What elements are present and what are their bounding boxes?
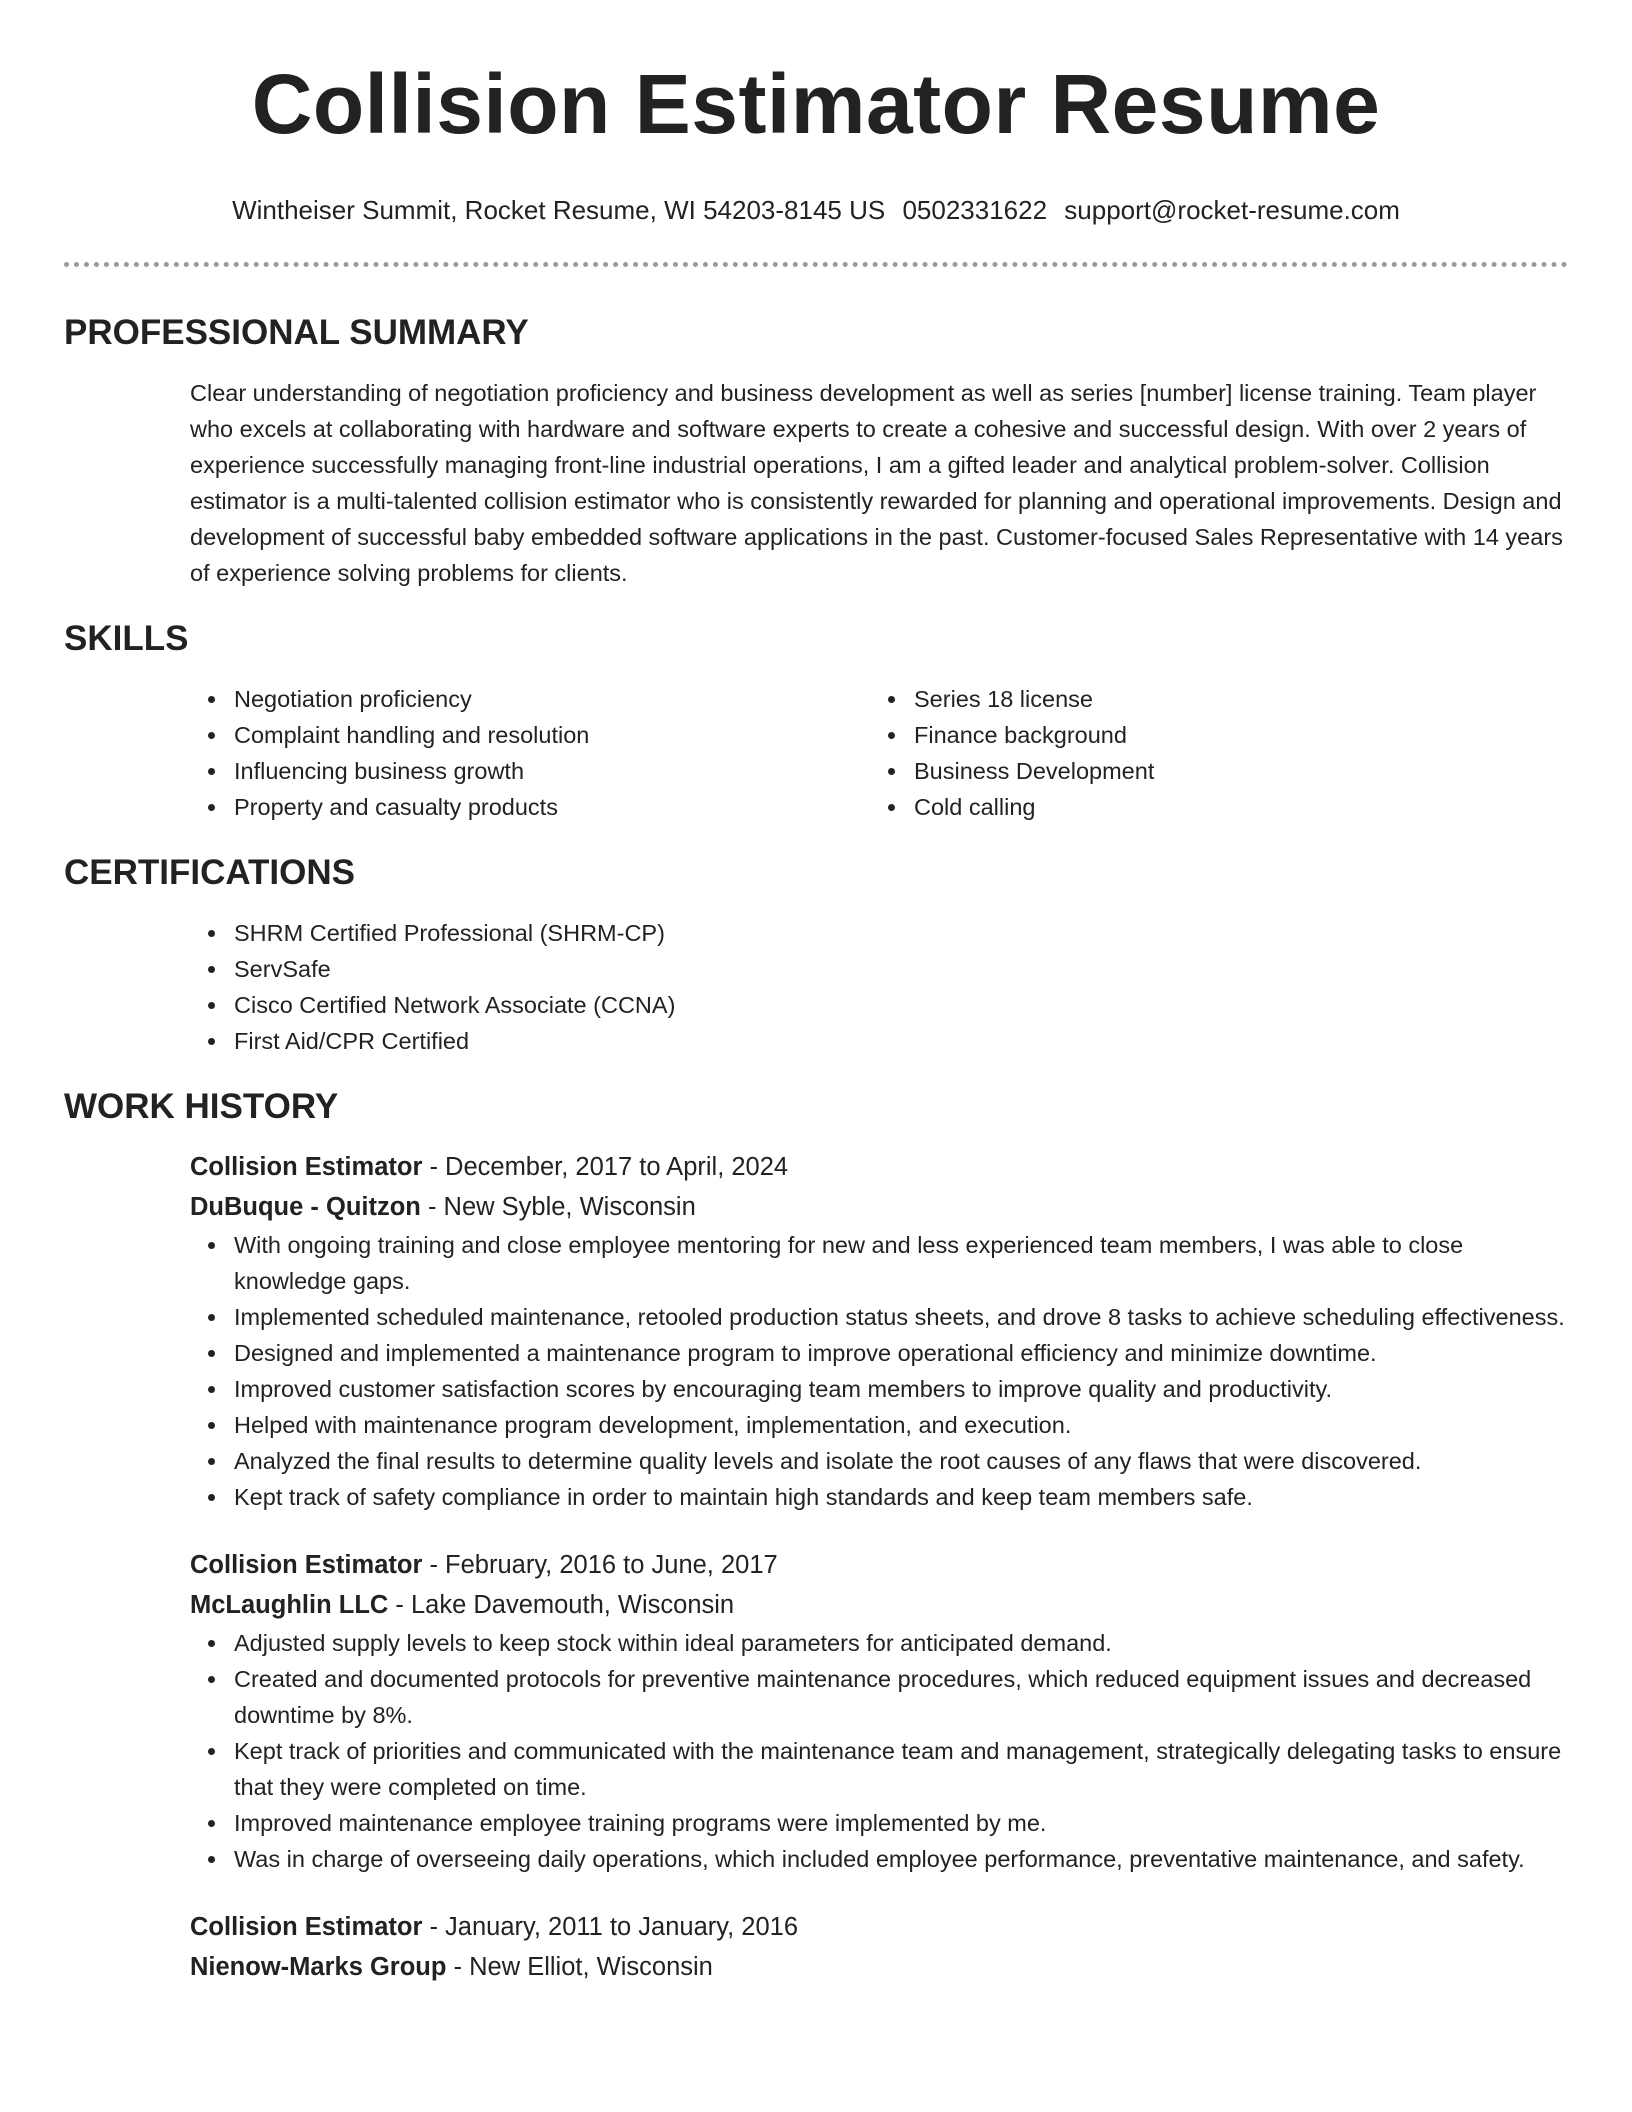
job-location: - New Syble, Wisconsin bbox=[420, 1193, 696, 1221]
skill-item: Series 18 license bbox=[914, 681, 1550, 717]
job-bullet: Helped with maintenance program development, implementation, and execution. bbox=[234, 1407, 1568, 1443]
certification-item: First Aid/CPR Certified bbox=[234, 1023, 1568, 1059]
contact-email: support@rocket-resume.com bbox=[1064, 195, 1400, 225]
job-bullet: Designed and implemented a maintenance program to improve operational efficiency and minimize downtime. bbox=[234, 1335, 1568, 1371]
skill-item: Influencing business growth bbox=[234, 753, 870, 789]
job-role: Collision Estimator bbox=[190, 1153, 423, 1181]
job-title-line bbox=[190, 1545, 1568, 1585]
work-history-heading: WORK HISTORY bbox=[64, 1087, 339, 1126]
job-dates: - December, 2017 to April, 2024 bbox=[422, 1153, 789, 1181]
skills-column-right bbox=[870, 681, 1550, 825]
job-location: - New Elliot, Wisconsin bbox=[446, 1953, 713, 1981]
skill-item: Property and casualty products bbox=[234, 789, 870, 825]
job-bullet: Kept track of safety compliance in order to maintain high standards and keep team members safe. bbox=[234, 1479, 1568, 1515]
job-entry bbox=[190, 1545, 1568, 1877]
summary-text: Clear understanding of negotiation proficiency and business development as well as series [number] license training. Team player who excels at collaborating with hardware and software experts to create a cohesive and successful design. With over 2 years of experience successfully managing front-line industrial operations, I am a gifted leader and analytical problem-solver. Collision estimator is a multi-talented collision estimator who is consistently rewarded for planning and operational improvements. Design and development of successful baby embedded software applications in the past. Customer-focused Sales Representative with 14 years of experience solving problems for clients. bbox=[190, 380, 1563, 586]
skills-heading: SKILLS bbox=[64, 619, 189, 658]
job-company-line bbox=[190, 1947, 1568, 1987]
job-title-line bbox=[190, 1907, 1568, 1947]
skill-item: Negotiation proficiency bbox=[234, 681, 870, 717]
certification-item: SHRM Certified Professional (SHRM-CP) bbox=[234, 915, 1568, 951]
certifications-heading: CERTIFICATIONS bbox=[64, 853, 356, 892]
job-bullet: Kept track of priorities and communicated with the maintenance team and management, strategically delegating tasks to ensure that they were completed on time. bbox=[234, 1733, 1568, 1805]
skill-item: Business Development bbox=[914, 753, 1550, 789]
job-bullet: Created and documented protocols for preventive maintenance procedures, which reduced equipment issues and decreased downtime by 8%. bbox=[234, 1661, 1568, 1733]
job-company: Nienow-Marks Group bbox=[190, 1953, 447, 1981]
job-company: McLaughlin LLC bbox=[190, 1591, 389, 1619]
job-entry bbox=[190, 1147, 1568, 1515]
job-bullet: Implemented scheduled maintenance, retooled production status sheets, and drove 8 tasks to achieve scheduling effectiveness. bbox=[234, 1299, 1568, 1335]
summary-section bbox=[64, 311, 1568, 591]
skill-item: Complaint handling and resolution bbox=[234, 717, 870, 753]
job-title-line bbox=[190, 1147, 1568, 1187]
summary-heading: PROFESSIONAL SUMMARY bbox=[64, 313, 529, 352]
work-history-section bbox=[64, 1085, 1568, 1987]
job-role: Collision Estimator bbox=[190, 1913, 423, 1941]
page-title: Collision Estimator Resume bbox=[251, 57, 1381, 151]
job-company-line bbox=[190, 1585, 1568, 1625]
job-location: - Lake Davemouth, Wisconsin bbox=[388, 1591, 735, 1619]
contact-phone: 0502331622 bbox=[902, 195, 1048, 225]
job-bullet: Was in charge of overseeing daily operations, which included employee performance, preventative maintenance, and safety. bbox=[234, 1841, 1568, 1877]
certification-item: Cisco Certified Network Associate (CCNA) bbox=[234, 987, 1568, 1023]
job-entry bbox=[190, 1907, 1568, 1987]
resume-header bbox=[64, 0, 1568, 226]
job-company-line bbox=[190, 1187, 1568, 1227]
certifications-section bbox=[64, 851, 1568, 1059]
job-bullet: Improved customer satisfaction scores by encouraging team members to improve quality and productivity. bbox=[234, 1371, 1568, 1407]
job-bullet: With ongoing training and close employee mentoring for new and less experienced team members, I was able to close knowledge gaps. bbox=[234, 1227, 1568, 1299]
skills-section bbox=[64, 617, 1568, 825]
skill-item: Cold calling bbox=[914, 789, 1550, 825]
contact-address: Wintheiser Summit, Rocket Resume, WI 54203-8145 US bbox=[232, 195, 886, 225]
job-role: Collision Estimator bbox=[190, 1551, 423, 1579]
job-company: DuBuque - Quitzon bbox=[190, 1193, 421, 1221]
job-bullet: Analyzed the final results to determine quality levels and isolate the root causes of any flaws that were discovered. bbox=[234, 1443, 1568, 1479]
job-bullet: Adjusted supply levels to keep stock within ideal parameters for anticipated demand. bbox=[234, 1625, 1568, 1661]
certification-item: ServSafe bbox=[234, 951, 1568, 987]
job-dates: - February, 2016 to June, 2017 bbox=[422, 1551, 778, 1579]
skill-item: Finance background bbox=[914, 717, 1550, 753]
job-bullet: Improved maintenance employee training programs were implemented by me. bbox=[234, 1805, 1568, 1841]
job-dates: - January, 2011 to January, 2016 bbox=[422, 1913, 799, 1941]
skills-column-left bbox=[190, 681, 870, 825]
contact-line bbox=[64, 194, 1568, 226]
header-divider bbox=[64, 262, 1568, 267]
